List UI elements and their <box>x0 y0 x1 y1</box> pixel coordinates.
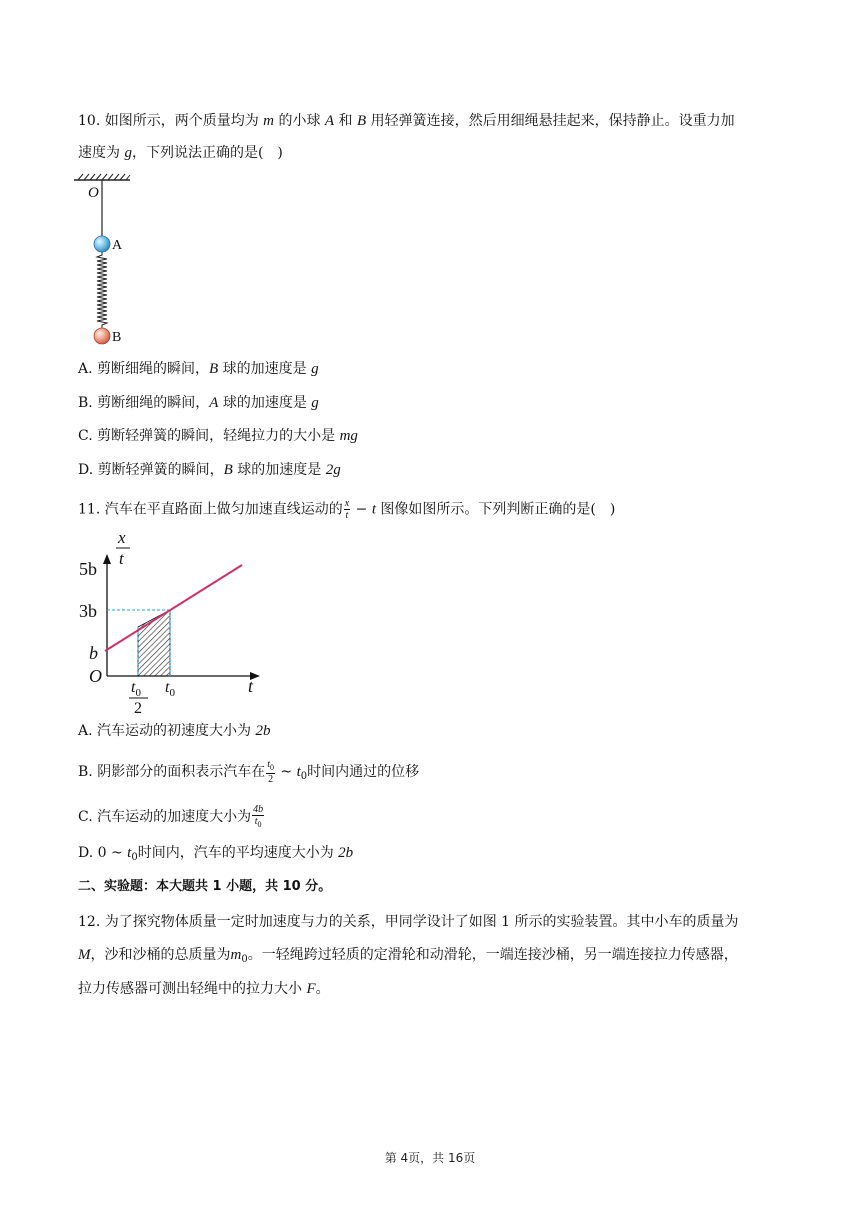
q10-stem-line2: 速度为 g，下列说法正确的是( ) <box>78 145 283 161</box>
q11-graph <box>76 528 276 718</box>
spring <box>97 252 107 328</box>
q11-option-c: C. 汽车运动的加速度大小为 $\frac{4b}{t_0}$ <box>78 804 264 829</box>
tick-half-t0-den: 2 <box>134 700 142 717</box>
q10-figure <box>70 172 140 348</box>
q12-line2: M，沙和沙桶的总质量为$m_0$。一轻绳跨过轻质的定滑轮和动滑轮，一端连接沙桶，另一端连接拉力传感器， <box>78 947 738 965</box>
q11-option-a: A. 汽车运动的初速度大小为 2b <box>78 723 271 739</box>
label-A: A <box>112 238 123 253</box>
q11-option-d: D. 0 ~ $t_0$时间内，汽车的平均速度大小为 2b <box>78 845 354 863</box>
q10-stem-line1: 10. 如图所示，两个质量均为 m 的小球 A 和 B 用轻弹簧连接，然后用细绳悬挂起来，保持静止。设重力加 <box>78 113 735 129</box>
q10-option-d: D. 剪断轻弹簧的瞬间，B 球的加速度是 2g <box>78 462 341 478</box>
4b-over-t0-fraction: $\frac{4b}{t_0}$ <box>253 804 264 829</box>
page-footer: 第 4页，共 16页 <box>384 1151 476 1165</box>
q12-line1: 12. 为了探究物体质量一定时加速度与力的关系，甲同学设计了如图 1 所示的实验装置。其中小车的质量为 <box>78 914 739 930</box>
tick-3b: 3b <box>79 601 97 621</box>
ball-B <box>94 328 110 344</box>
y-axis-arrow <box>103 554 111 564</box>
xt-line <box>105 565 242 651</box>
tick-t0: $t_0$ <box>165 679 175 699</box>
ball-A <box>94 236 110 252</box>
tick-5b: 5b <box>79 559 97 579</box>
ceiling <box>74 174 130 180</box>
t0-half-fraction: $\frac{t_0}{2}$ <box>267 759 274 785</box>
q10-option-c: C. 剪断轻弹簧的瞬间，轻绳拉力的大小是 mg <box>78 428 358 444</box>
q11-stem: 11. 汽车在平直路面上做匀加速直线运动的 $\frac{x}{t}$ − t 图像如图所示。下列判断正确的是( ) <box>78 498 616 521</box>
q10-option-b: B. 剪断细绳的瞬间，A 球的加速度是 g <box>78 395 319 411</box>
q12-line3: 拉力传感器可测出轻绳中的拉力大小 F。 <box>78 981 330 997</box>
origin-O: O <box>89 666 102 686</box>
tick-b: b <box>89 643 98 663</box>
x-over-t-fraction: $\frac{x}{t}$ <box>344 498 350 521</box>
label-O: O <box>88 185 99 201</box>
section-heading: 二、实验题：本大题共 1 小题，共 10 分。 <box>78 879 332 894</box>
label-B: B <box>112 330 122 345</box>
q11-option-b: B. 阴影部分的面积表示汽车在 $\frac{t_0}{2}$ ~ $t_0$时间内通过的位移 <box>78 759 420 785</box>
tick-half-t0-num: $t_0$ <box>131 679 141 699</box>
x-axis-label: t <box>248 676 254 696</box>
y-axis-label-num: x <box>118 528 126 547</box>
y-axis-label-den: t <box>119 549 124 568</box>
q10-option-a: A. 剪断细绳的瞬间，B 球的加速度是 g <box>78 361 319 377</box>
